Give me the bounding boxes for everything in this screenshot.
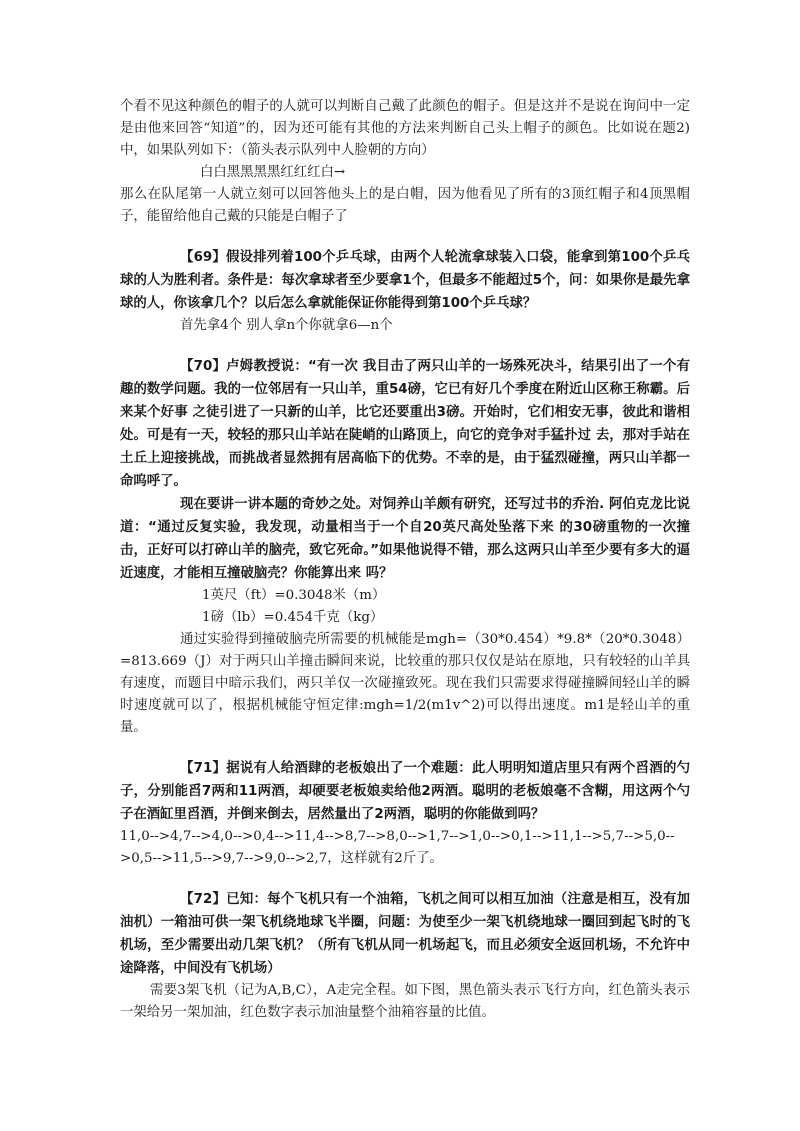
answer-70: 通过实验得到撞破脑壳所需要的机械能是mgh=（30*0.454）*9.8*（20*0.3048）=813.669（J）对于两只山羊撞击瞬间来说，比较重的那只仅仅是站在原地，只有较轻的山羊具有速度，而题目中暗示我们，两只羊仅一次碰撞致死。现在我们只需要求得碰撞瞬间轻山羊的瞬时速度就可以了，根据机械能守恒定律:mgh=1/2(m1v^2)可以得出速度。m1是轻山羊的重量。	[120, 632, 690, 735]
answer-72: 需要3架飞机（记为A,B,C），A走完全程。如下图，黑色箭头表示飞行方向，红色箭头表示一架给另一架加油，红色数字表示加油量整个油箱容量的比值。	[120, 983, 690, 1020]
question-69: 【69】假设排列着100个乒乓球，由两个人轮流拿球装入口袋，能拿到第100个乒乓球的人为胜利者。条件是：每次拿球者至少要拿1个，但最多不能超过5个，问：如果你是最先拿球的人，你该拿几个？以后怎么拿就能保证你能得到第100个乒乓球？	[120, 250, 690, 311]
document-page	[120, 96, 690, 1024]
answer-69: 首先拿4个 别人拿n个你就拿6—n个	[180, 318, 393, 333]
intro-conclusion: 那么在队尾第一人就立刻可以回答他头上的是白帽，因为他看见了所有的3顶红帽子和4顶黑帽子，能留给他自己戴的只能是白帽子了	[120, 187, 690, 224]
unit-conversion-feet: 1英尺（ft）=0.3048米（m）	[202, 588, 386, 603]
answer-71: 11,0-->4,7-->4,0-->0,4-->11,4-->8,7-->8,0-->1,7-->1,0-->0,1-->11,1-->5,7-->5,0-->0,5-->11,5-->9,7-->9,0-->2,7，这样就有2斤了。	[120, 829, 675, 866]
unit-conversion-pounds: 1磅（lb）=0.454千克（kg）	[202, 610, 384, 625]
question-71: 【71】据说有人给酒肆的老板娘出了一个难题：此人明明知道店里只有两个舀酒的勺子，分别能舀7两和11两酒，却硬要老板娘卖给他2两酒。聪明的老板娘毫不含糊，用这两个勺子在酒缸里舀酒，并倒来倒去，居然量出了2两酒，聪明的你能做到吗？	[120, 761, 690, 822]
queue-example: 白白黑黑黑黑红红红白→	[200, 165, 346, 180]
question-70-part1: 【70】卢姆教授说：“有一次 我目击了两只山羊的一场殊死决斗，结果引出了一个有趣的数学问题。我的一位邻居有一只山羊，重54磅，它已有好几个季度在附近山区称王称霸。后来某个好事 之徒引进了一只新的山羊，比它还要重出3磅。开始时，它们相安无事，彼此和谐相处。可是有一天，较轻的那只山羊站在陡峭的山路顶上，向它的竞争对手猛扑过 去，那对手站在土丘上迎接挑战，而挑战者显然拥有居高临下的优势。不幸的是，由于猛烈碰撞，两只山羊都一命呜呼了。	[120, 359, 690, 489]
question-70-part2: 现在要讲一讲本题的奇妙之处。对饲养山羊颇有研究，还写过书的乔治. 阿伯克龙比说道：“通过反复实验，我发现，动量相当于一个自20英尺高处坠落下来 的30磅重物的一次撞击，正好可以打碎山羊的脑壳，致它死命。”如果他说得不错，那么这两只山羊至少要有多大的逼近速度，才能相互撞破脑壳？你能算出来 吗？	[120, 497, 690, 581]
intro-paragraph: 个看不见这种颜色的帽子的人就可以判断自己戴了此颜色的帽子。但是这并不是说在询问中一定是由他来回答“知道”的，因为还可能有其他的方法来判断自己头上帽子的颜色。比如说在题2)中，如果队列如下：（箭头表示队列中人脸朝的方向）	[120, 99, 690, 158]
question-72: 【72】已知：每个飞机只有一个油箱，飞机之间可以相互加油（注意是相互，没有加油机）一箱油可供一架飞机绕地球飞半圈，问题：为使至少一架飞机绕地球一圈回到起飞时的飞机场，至少需要出动几架飞机？（所有飞机从同一机场起飞，而且必须安全返回机场，不允许中途降落，中间没有飞机场）	[120, 892, 690, 976]
